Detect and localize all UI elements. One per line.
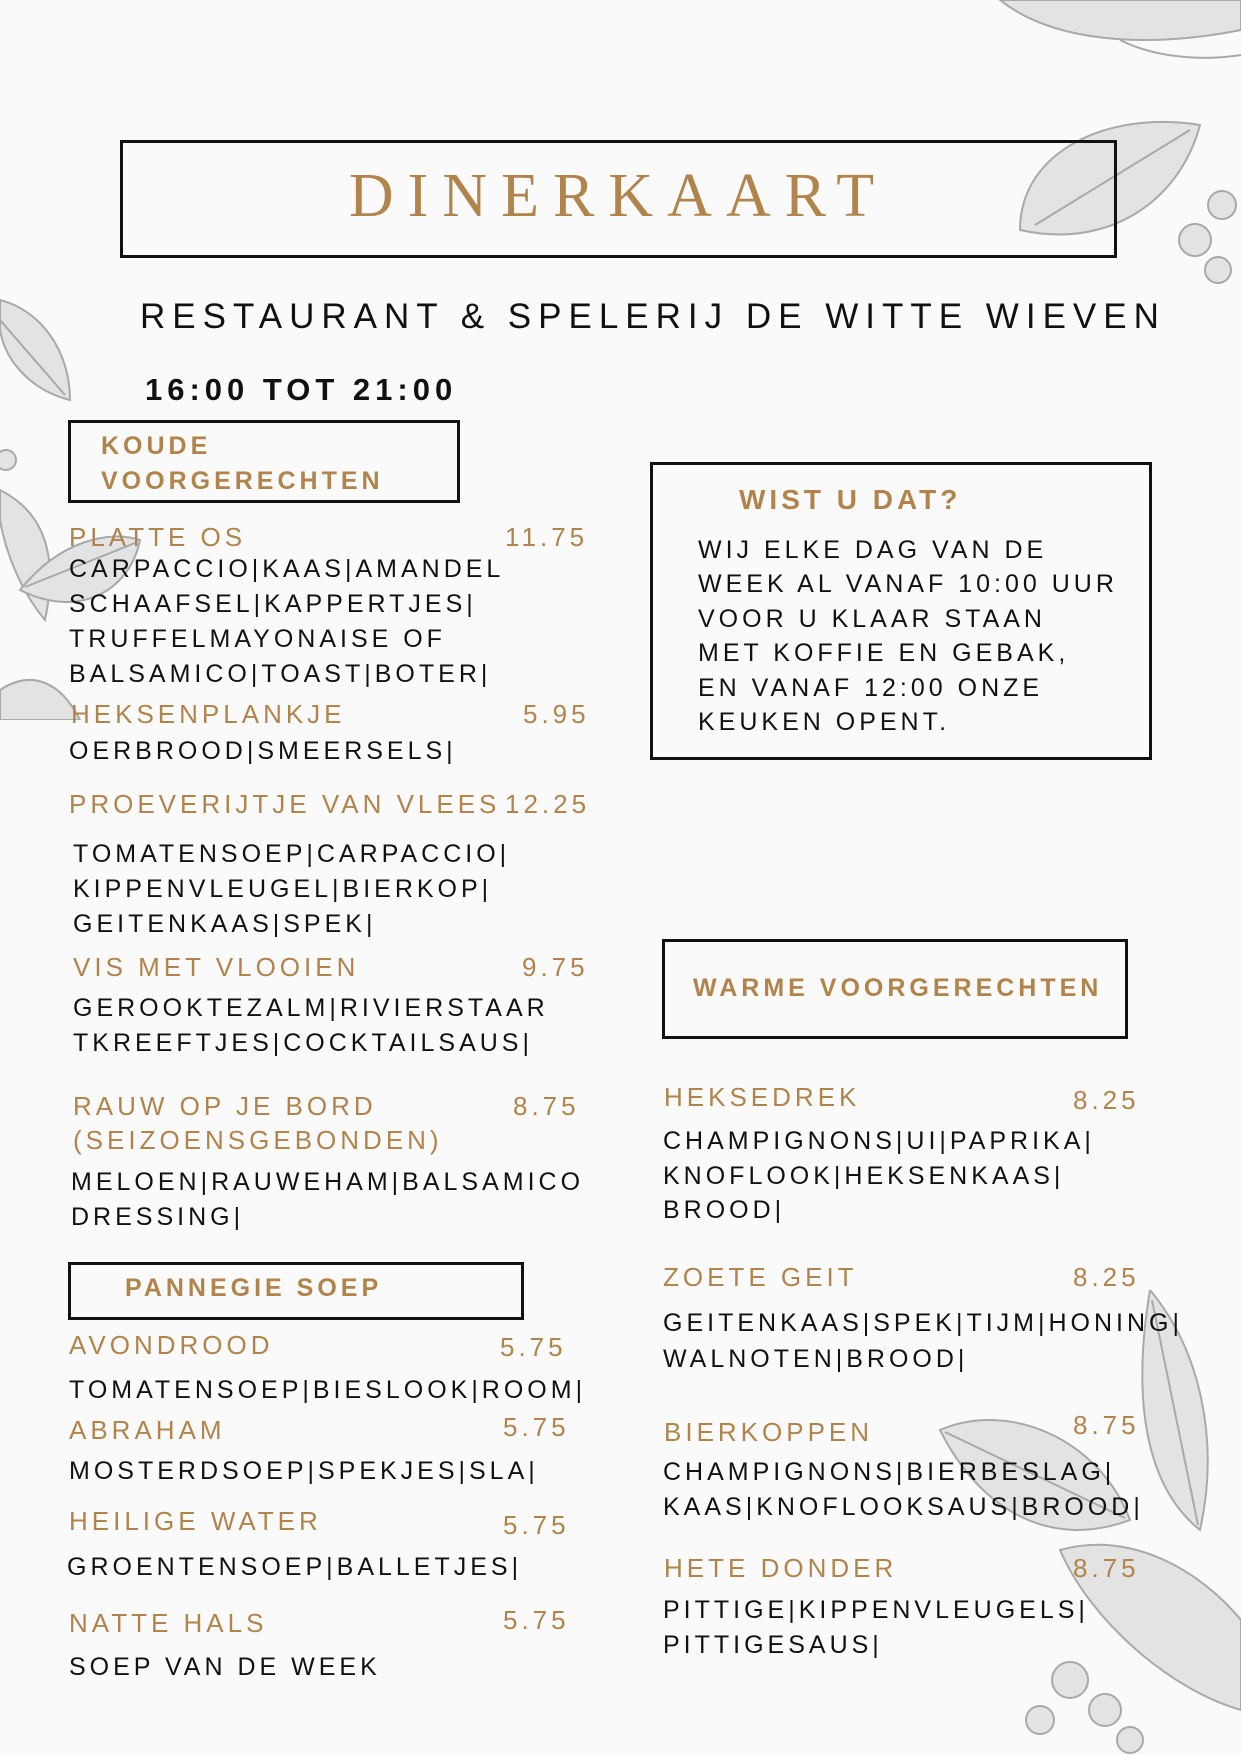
- menu-item-name: HEILIGE WATER: [69, 1506, 322, 1536]
- menu-item-name: AVONDROOD: [69, 1330, 274, 1360]
- menu-item-name: BIERKOPPEN: [664, 1417, 874, 1447]
- menu-item-description: CHAMPIGNONS|BIERBESLAG|: [663, 1458, 1116, 1486]
- menu-item-description: SCHAAFSEL|KAPPERTJES|: [69, 590, 477, 618]
- menu-item-description: TRUFFELMAYONAISE OF: [69, 625, 446, 653]
- menu-item-description: WALNOTEN|BROOD|: [663, 1345, 969, 1373]
- menu-item-name: HEKSENPLANKJE: [71, 699, 346, 729]
- section-title: WARME VOORGERECHTEN: [693, 974, 1103, 1002]
- info-text: WIJ ELKE DAG VAN DE: [698, 536, 1048, 564]
- menu-item-description: GEITENKAAS|SPEK|TIJM|HONING|: [663, 1309, 1183, 1337]
- menu-item-price: 8.25: [1073, 1262, 1140, 1292]
- menu-item-price: 5.95: [523, 699, 590, 729]
- opening-hours: 16:00 TOT 21:00: [145, 372, 458, 407]
- menu-item-price: 5.75: [503, 1510, 570, 1540]
- menu-item-name: PROEVERIJTJE VAN VLEES: [69, 789, 501, 819]
- title-frame: [120, 140, 1117, 258]
- menu-item-description: MOSTERDSOEP|SPEKJES|SLA|: [69, 1457, 539, 1485]
- menu-item-price: 8.25: [1073, 1085, 1140, 1115]
- menu-item-description: DRESSING|: [71, 1203, 245, 1231]
- menu-item-description: PITTIGESAUS|: [663, 1631, 883, 1659]
- section-header-koude: [68, 420, 460, 503]
- menu-item-description: TKREEFTJES|COCKTAILSAUS|: [73, 1029, 533, 1057]
- menu-item-name: HETE DONDER: [664, 1553, 898, 1583]
- menu-item-name: HEKSEDREK: [664, 1082, 861, 1112]
- section-header-warme: [662, 939, 1128, 1039]
- info-text: WEEK AL VANAF 10:00 UUR: [698, 570, 1118, 598]
- menu-item-description: SOEP VAN DE WEEK: [69, 1653, 381, 1681]
- menu-item-description: BROOD|: [663, 1196, 786, 1224]
- menu-item-price: 9.75: [522, 952, 589, 982]
- menu-item-price: 11.75: [505, 522, 589, 552]
- menu-item-price: 5.75: [500, 1332, 567, 1362]
- menu-item-name: NATTE HALS: [69, 1608, 268, 1638]
- menu-item-description: CARPACCIO|KAAS|AMANDEL: [69, 555, 505, 583]
- menu-item-price: 12.25: [505, 789, 591, 819]
- section-title: PANNEGIE SOEP: [125, 1274, 383, 1302]
- menu-item-description: GROENTENSOEP|BALLETJES|: [67, 1553, 523, 1581]
- menu-item-description: OERBROOD|SMEERSELS|: [69, 737, 457, 765]
- menu-item-name: PLATTE OS: [69, 522, 247, 552]
- section-header-soep: [68, 1262, 524, 1320]
- restaurant-name: RESTAURANT & SPELERIJ DE WITTE WIEVEN: [140, 297, 1166, 336]
- info-text: VOOR U KLAAR STAAN: [698, 605, 1046, 633]
- menu-item-description: GEITENKAAS|SPEK|: [73, 910, 377, 938]
- menu-item-description: KNOFLOOK|HEKSENKAAS|: [663, 1162, 1065, 1190]
- menu-item-description: GEROOKTEZALM|RIVIERSTAAR: [73, 994, 549, 1022]
- menu-item-name: ZOETE GEIT: [663, 1262, 858, 1292]
- menu-item-description: TOMATENSOEP|CARPACCIO|: [73, 840, 511, 868]
- menu-item-name: VIS MET VLOOIEN: [73, 952, 360, 982]
- menu-item-description: BALSAMICO|TOAST|BOTER|: [69, 660, 492, 688]
- menu-item-name: ABRAHAM: [69, 1415, 226, 1445]
- menu-item-description: KAAS|KNOFLOOKSAUS|BROOD|: [663, 1493, 1144, 1521]
- menu-item-description: KIPPENVLEUGEL|BIERKOP|: [73, 875, 493, 903]
- page-title: DINERKAART: [348, 162, 889, 230]
- info-text: EN VANAF 12:00 ONZE: [698, 674, 1044, 702]
- menu-item-price: 5.75: [503, 1412, 570, 1442]
- menu-item-note: (SEIZOENSGEBONDEN): [73, 1125, 443, 1155]
- menu-item-description: PITTIGE|KIPPENVLEUGELS|: [663, 1596, 1089, 1624]
- info-text: MET KOFFIE EN GEBAK,: [698, 639, 1070, 667]
- section-title: VOORGERECHTEN: [101, 467, 384, 495]
- menu-item-price: 8.75: [1073, 1553, 1140, 1583]
- menu-item-price: 8.75: [513, 1091, 580, 1121]
- menu-item-description: CHAMPIGNONS|UI|PAPRIKA|: [663, 1127, 1095, 1155]
- info-box: [650, 462, 1152, 760]
- menu-item-description: MELOEN|RAUWEHAM|BALSAMICO: [71, 1168, 585, 1196]
- menu-item-name: RAUW OP JE BORD: [73, 1091, 377, 1121]
- menu-item-price: 5.75: [503, 1605, 570, 1635]
- info-text: KEUKEN OPENT.: [698, 708, 951, 736]
- menu-item-description: TOMATENSOEP|BIESLOOK|ROOM|: [69, 1376, 587, 1404]
- section-title: KOUDE: [101, 432, 212, 460]
- info-title: WIST U DAT?: [739, 484, 962, 515]
- menu-item-price: 8.75: [1073, 1410, 1140, 1440]
